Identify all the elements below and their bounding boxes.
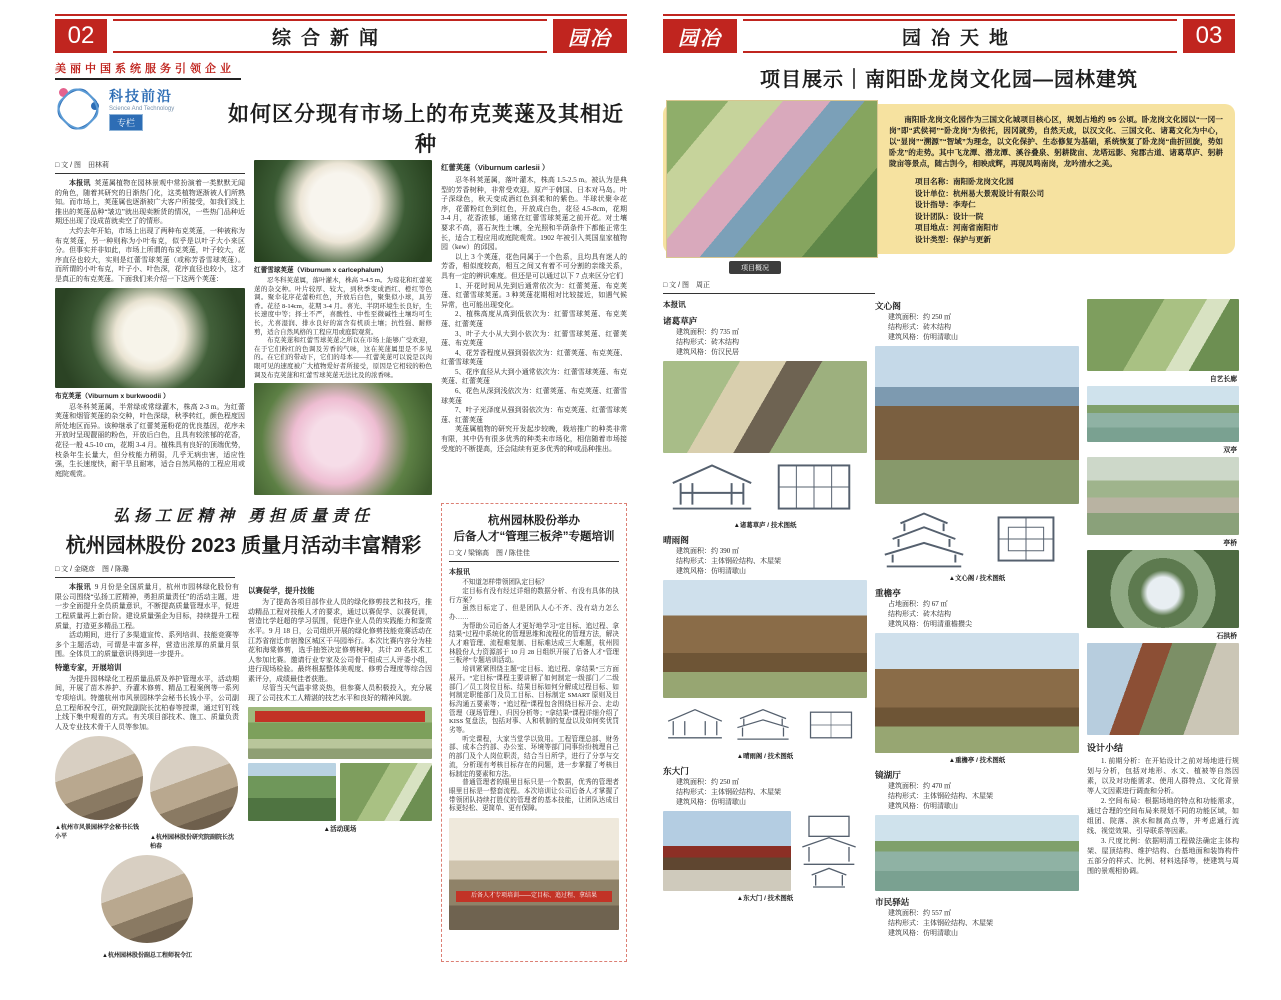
technical-drawings <box>875 507 1079 571</box>
rail-caption: 石拱桥 <box>1216 633 1237 640</box>
paragraph: 为帮助公司后备人才更好地学习“定目标、追过程、拿结果”过程中系统化的管理思维和流程化的管理方法，解决人才难管理、流程难复制、目标难达成三大难题，杭州园林股份人力资源部于 10 月 28 日组织开展了后备人才“管理三板斧”专题培训活动。 <box>449 622 619 665</box>
paragraph: 布克荚蒾和红蕾雪球荚蒾之所以在市场上能够广受欢迎，在于它们粉红的色调及芳香的气味，这在荚蒾属里是不多见的。在它们的带动下，它们的母本——红蕾荚蒾可以说是以肉眼可见的速度被广大植物爱好者所接受，原因是它相较的粉色调及布克荚蒾和红蕾雪球荚蒾无法比及的浓香味。 <box>254 337 432 379</box>
carlcephalum-viburnum-photo <box>254 160 432 262</box>
elevation-drawing <box>731 701 795 749</box>
lead-label: 本报讯 <box>69 583 91 592</box>
building-line: 结构形式：砖木结构 <box>888 323 951 331</box>
column-logo-subtitle: Science And Technology <box>109 106 175 112</box>
building-name: 文心阁 <box>875 301 901 311</box>
burkwood-viburnum-photo <box>55 288 245 388</box>
plan-drawing <box>799 701 863 749</box>
building-line: 建筑风格：仿明清歇山 <box>888 802 958 810</box>
paragraph: 忍冬科荚蒾属，落叶灌木，株高 1.5-2.5 m。被认为是典型的芳香树种，非常受欢迎。原产于韩国、日本对马岛。叶子深绿色，秋天变成酒红色到柔和的紫色。半球状聚伞花序，花蕾粉红色到红色，开放成白色，花径 4.5-8cm，花期 3-4 月，花香浓郁，通常在红蕾雪球荚蒾之前开花。对土壤要求不高，喜石灰性土壤，全光照和半荫条件下都能正常生长，适合工程应用或庭院观赏。1902 年被引入英国皇家植物园（kew）的邱园。 <box>441 176 627 252</box>
info-line: 项目地点：河南省南阳市 <box>915 223 999 232</box>
building-line: 结构形式：主体钢砼结构、木屋架 <box>888 919 993 927</box>
article2-byline: □ 文 / 金晓彦 图 / 陈璐 <box>55 564 235 578</box>
paragraph: 尽管当天气温非常炎热，但参赛人员积极投入，充分展现了公司技术工人精湛的技艺水平和良好的精神风貌。 <box>248 684 432 703</box>
drawing-caption: ▲文心阁 / 技术图纸 <box>948 575 1006 582</box>
building-name: 重檐亭 <box>875 588 901 598</box>
page-right <box>663 14 1239 962</box>
paragraph-text: 荚蒾属植物在园林景观中常扮演着一类默默无闻的角色，随着其研究的日渐热门化，这类植物逐渐被人们所熟知。而市场上，荚蒾属也逐渐被广大客户所接受，如我们线上推出的荚蒾品种“皱边”就出现卖断货的情况，一些热门品种近期还出现了没成苗就卖空了的情形。 <box>55 179 246 226</box>
paragraph: 活动期间，进行了多渠道宣传、系列培训、技能竞赛等多个主题活动，可谓是丰富多样，营造出浓厚的质量月氛围。全体员工的质量意识得到进一步提升。 <box>55 631 239 659</box>
stone-arch-bridge-photo <box>1087 550 1239 628</box>
list-item: 7、叶子光泽度从强到弱依次为：布克荚蒾、红蕾雪球荚蒾、红蕾荚蒾 <box>441 406 627 424</box>
page-number: 02 <box>55 19 107 53</box>
page-number: 03 <box>1183 19 1235 53</box>
list-item: 4、花芳香程度从强到弱依次为：红蕾荚蒾、布克荚蒾、红蕾雪球荚蒾 <box>441 348 627 367</box>
page-left-header <box>55 19 627 53</box>
buildings-grid <box>663 299 1239 938</box>
section-title-text: 园冶天地 <box>901 27 1018 49</box>
summary-paragraph: 3. 尺度比例：依据明清工程做法确定主体构架、屋顶结构、维护结构、台基地面和装饰构件五部分的样式、比例、材料选择等，使建筑与周围的景观相协调。 <box>1087 837 1239 875</box>
summary-paragraph: 1. 前期分析：在开始设计之前对场地进行规划与分析，包括对地形、水文、植被等自然因素，以及对功能需求、使用人群特点、文化背景等人文因素进行调查和分析。 <box>1087 757 1239 795</box>
covered-bridge-photo <box>1087 643 1239 735</box>
photo-caption: ▲杭州园林股份研究院副院长沈柏春 <box>150 835 234 851</box>
rail-caption: 自艺长廊 <box>1209 376 1237 383</box>
masthead-logo: 园冶 <box>663 19 737 53</box>
paragraph: 忍冬科荚蒾属，落叶灌木，株高 3-4.5 m。为琼花和红蕾荚蒾的杂交种。叶片较厚、较大，到秋季变成酒红、橙红等色调。聚伞花序花蕾粉红色，开放后白色，聚集似小球，具芳香。花径 8-14cm，花期 3-4 月。喜光、半阴环境生长良好，生长速度中等；择土不严，喜酸性、中性至微碱性土壤均可生长，尤喜湿润、排水良好的富含有机质土壤；抗性强、耐修剪，适合自然风格的工程应用或庭院观赏。 <box>254 277 432 336</box>
project-info-list <box>889 176 1223 245</box>
photo-caption: ▲活动现场 <box>323 825 357 833</box>
paragraph: 以上 3 个荚蒾，花色同属于一个色系，且均具有迷人的芳香，相似度较高，相互之间又有着不可分割的亲缘关系，具有一定的辨识难度。但还是可以通过以下 7 点来区分它们 <box>441 252 627 280</box>
article1-header <box>55 86 627 158</box>
list-item: 5、花序直径从大到小通常依次为：红蕾雪球荚蒾、布克荚蒾、红蕾荚蒾 <box>441 367 627 386</box>
building-name: 晴雨阁 <box>663 535 689 545</box>
info-line: 设计指导：李寿仁 <box>915 200 976 209</box>
building-line: 建筑风格：仿明清歇山 <box>888 929 958 937</box>
building-line: 结构形式：主体钢砼结构、木屋架 <box>676 788 781 796</box>
building-line: 结构形式：砖木结构 <box>888 610 951 618</box>
photo-caption: 红蕾雪球荚蒾（Viburnum x carlcephalum） <box>254 267 388 274</box>
drawing-caption: ▲东大门 / 技术图纸 <box>736 895 794 902</box>
carlesii-heading: 红蕾荚蒾（Viburnum carlesii ） <box>441 163 550 172</box>
photo-caption: ▲杭州园林股份副总工程师祝令江 <box>102 953 192 960</box>
pavilion-bridge-photo <box>1087 457 1239 535</box>
atom-icon <box>55 86 101 132</box>
wenxin-tower-photo <box>875 346 1079 504</box>
paragraph: 为了提高各项目部作业人员的绿化修剪技艺和技巧，推动精品工程对技能人才的要求，通过以赛促学、以赛促训，营造比学赶超的学习氛围，促进作业人员的实践能力和鉴赏水平。9 月 18 日，公司组织开展的绿化修剪技能竞赛活动在江苏省宿迁市宿豫区城区干马园举行。本次比赛内容分为桂花和海棠修剪，选手抽签决定修剪树种，共计 20 名技术工人参加比赛。邀请行业专家及公司骨干组成三人评委小组，进行现场检验。最终根据整体美观度、修剪合理度等综合因素评分，成绩最佳者获胜。 <box>248 598 432 683</box>
training-group-photo <box>449 818 619 930</box>
lower-section <box>55 503 627 962</box>
article3-dashed-box <box>441 503 627 962</box>
building-line: 建筑面积：约 557 ㎡ <box>888 909 951 917</box>
plan-drawing <box>977 507 1075 571</box>
article1-title: 如何区分现有市场上的布克荚蒾及其相近种 <box>228 103 624 156</box>
list-item: 1、开花时间从先到后通常依次为：红蕾荚蒾、布克荚蒾、红蕾雪球荚蒾。3 种荚蒾花期相对比较接近，如遇气候异常，也可能出现变化。 <box>441 281 627 309</box>
paragraph: 不知道怎样带领团队定目标？ <box>462 579 548 587</box>
paragraph <box>55 583 239 631</box>
training-banner: 后备人才专项培训——定目标、追过程、拿结果 <box>456 891 612 902</box>
pruning-photo <box>248 763 336 821</box>
paragraph: 虽然目标定了、但是团队人心不齐、没有动力怎么办…… <box>449 605 619 621</box>
section-title-text: 综合新闻 <box>271 27 388 49</box>
header-rule <box>55 14 627 16</box>
building-line: 占地面积：约 67 ㎡ <box>888 600 948 608</box>
column-badge: 专栏 <box>109 114 143 131</box>
project-intro: 南阳卧龙岗文化园作为三国文化城项目核心区，规划占地约 95 公顷。卧龙岗文化园以“一冈一岗”即“武侯祠”“卧龙岗”为依托，因冈就势，自然天成，以汉文化、三国文化、诸葛文化为中心，以“显岗”“溯源”“智域”为理念，以文化保护、生态修复为基础，系统恢复了卧龙岗“曲折回旋，势如卧龙”的走势。其中飞龙潭、潜龙潭、溪谷叠泉、躬耕陇亩、龙塔远影、宛郡古道、诸葛草庐、躬耕陇亩等景点，随古剀今，相映成辉，再现凤鸣南岗，龙吟清水之美。 <box>889 115 1223 168</box>
rail-caption: 双亭 <box>1223 447 1237 454</box>
project-aerial-photo <box>666 100 878 258</box>
subhead: 以赛促学，提升技能 <box>248 586 315 596</box>
building-line: 建筑面积：约 390 ㎡ <box>676 547 739 555</box>
article-byline: □ 文 / 图 周正 <box>663 280 875 294</box>
building-name: 镜湖厅 <box>875 770 901 780</box>
qingyu-pavilion-photo <box>663 580 867 698</box>
article1-byline: □ 文 / 图 田林莉 <box>55 160 245 174</box>
east-gate-photo <box>663 811 791 891</box>
lead-label: 本报讯 <box>69 179 91 187</box>
summary-paragraph: 2. 空间布局：根据场地的特点和功能需求，通过合理的空间布局来规划不同的功能区域，如组团、院落、滨水和制高点等，并考虑通行流线、视觉效果、引导联系等因素。 <box>1087 797 1239 835</box>
photo-rail <box>1087 299 1239 938</box>
plan-drawing <box>765 456 863 518</box>
paragraph: 定目标有没有经过详细的数据分析、有没有具体的执行方案？ <box>449 587 619 604</box>
mirror-lake-hall-photo <box>875 815 1079 891</box>
garden-photo <box>340 763 432 821</box>
article1-columns <box>55 160 627 495</box>
photo-label: 项目概况 <box>729 261 781 274</box>
subhead: 特邀专家，开展培训 <box>55 662 122 672</box>
info-line: 设计类型：保护与更新 <box>915 234 991 244</box>
section-title <box>113 19 547 53</box>
paragraph: 普通管理者的眼里目标只是一个数据，优秀的管理者眼里目标是一整套流程。本次培训让公司后备人才掌握了带领团队持续打胜仗的管理者的基本技能，让团队达成目标更轻松、更简单、更有保障。 <box>449 779 619 813</box>
banner-strip <box>255 711 424 722</box>
building-line: 建筑风格：仿明清歇山 <box>888 333 958 341</box>
paragraph: 培训紧紧围绕主题“定目标、追过程、拿结果”三方面展开。“定目标”课程主要讲解了如何制定一级部门／二级部门／员工岗位目标、结果目标如何分解成过程目标、如何制定职能部门及员工目标、目标制定 SMART 原则及目标沟通五要素等；“追过程”课程包含围绕目标开会、走动管理（现场管理）、归因分析等；“拿结果”课程详细介绍了 KISS 复盘法，包括对事、人和机制的复盘以及如何奖优罚劣等。 <box>449 666 619 735</box>
column-logo-title: 科技前沿 <box>109 88 173 104</box>
building-line: 建筑风格：仿明清歇山 <box>676 567 746 575</box>
building-line: 建筑风格：仿明清歇山 <box>676 798 746 806</box>
paragraph: 忍冬科荚蒾属，半常绿或常绿灌木，株高 2-3 m。为红蕾荚蒾和烟管荚蒾的杂交种，叶色深绿，秋季转红，颜色程度因所处地区而异。该种继承了红蕾荚蒾粉花的优良基因，花序未开放时呈现靓丽的粉色，开放后白色，且具有较浓郁的花香，花径一般 4.5-10 cm，花期 3-4 月。植株具有良好的顶端优势，枝条年生长量大，但分枝能力稍弱，几乎无病虫害，适应性强，生长速度快，耐干旱且耐寒，适合自然风格的工程应用或庭院观赏。 <box>55 402 245 478</box>
speaker-photo-zhulingjiang <box>101 855 193 943</box>
elevation-drawing <box>663 701 727 749</box>
design-summary <box>1087 741 1239 876</box>
article2-col2 <box>248 583 432 962</box>
paragraph: 听完课程，大家当堂学以致用。工程管理总部、财务部、成本合约部、办公室、环境等部门同事纷纷梳理自己的部门及个人岗位职责，结合当日所学，进行了分享与交流，分析现有考核目标存在的问题，进一步掌握了考核目标制定的要素和方法。 <box>449 735 619 778</box>
drawing-caption: ▲诸葛草庐 / 技术图纸 <box>733 522 797 529</box>
article2-columns <box>55 583 432 962</box>
paragraph-text: 9 月份是全国质量月，杭州市园林绿化股份有限公司围绕“弘扬工匠精神，勇担质量责任”的活动主题，进一步全面提升全员质量意识，不断提高质量管理水平，促进工程质量再上新台阶。建设质量强企为目标，持续提升工程质量，打造更多精品工程。 <box>55 583 240 630</box>
lead-label: 本报讯 <box>663 300 686 309</box>
hero-block <box>663 100 1235 276</box>
double-eave-pavilion-photo <box>875 633 1079 753</box>
list-item: 3、叶子大小从大到小依次为：红蕾雪球荚蒾、红蕾荚蒾、布克荚蒾 <box>441 329 627 348</box>
rail-caption: 亭桥 <box>1223 540 1237 547</box>
article2-title: 杭州园林股份 2023 质量月活动丰富精彩 <box>65 535 422 558</box>
page-right-header <box>663 19 1235 53</box>
building-line: 结构形式：主体钢砼结构、木屋架 <box>676 557 781 565</box>
speaker-photo-shenbaichun <box>150 746 238 830</box>
technical-drawings <box>663 701 867 749</box>
article1-col2 <box>254 160 432 495</box>
building-line: 建筑风格：仿明清重檐攒尖 <box>888 620 972 628</box>
speaker-photo-qianxiaoping <box>55 736 143 820</box>
drawing-caption: ▲重檐亭 / 技术图纸 <box>948 757 1006 764</box>
paragraph <box>55 179 245 227</box>
list-item: 2、植株高度从高到低依次为：红蕾雪球荚蒾、布克荚蒾、红蕾荚蒾 <box>441 310 627 328</box>
building-name: 诸葛草庐 <box>663 316 698 326</box>
building-name: 市民驿站 <box>875 897 910 907</box>
speaker-photo-wrap <box>55 855 239 959</box>
article2 <box>55 503 432 962</box>
competition-group-photo <box>248 707 432 759</box>
buildings-col-a <box>663 299 867 938</box>
header-rule <box>663 14 1235 16</box>
info-line: 项目名称：南阳卧龙岗文化园 <box>915 177 1014 186</box>
info-line: 设计团队：设计一院 <box>915 211 984 221</box>
technical-drawings <box>663 456 867 518</box>
elevation-drawing <box>875 507 973 571</box>
photo-caption: 布克荚蒾（Viburnum x burkwoodii ） <box>55 392 170 400</box>
pink-viburnum-photo <box>254 383 432 495</box>
long-corridor-photo <box>1087 299 1239 371</box>
building-line: 建筑面积：约 250 ㎡ <box>676 778 739 786</box>
page-left <box>55 14 627 962</box>
drawing-caption: ▲晴雨阁 / 技术图纸 <box>736 753 794 760</box>
speaker-photos <box>55 736 239 853</box>
summary-title: 设计小结 <box>1087 743 1124 753</box>
elevation-drawing <box>795 811 863 891</box>
building-line: 建筑面积：约 735 ㎡ <box>676 328 739 336</box>
twin-pavilion-photo <box>1087 386 1239 442</box>
project-title: 项目展示｜南阳卧龙岗文化园—园林建筑 <box>760 69 1138 91</box>
paragraph: 荚蒾属植物的研究开发起步较晚，栽培推广的种类非常有限，其中仍有很多优秀的种类未市场化，相信随着市场接受度的不断提高，还会陆续有更多优秀的种或品种推出。 <box>441 425 627 453</box>
paragraph: 为提升园林绿化工程质量品质及养护管理水平，活动期间，开展了苗木养护、乔灌木修剪、精品工程案例等一系列专项培训。特邀杭州市风景园林学会秘书长钱小平，公司副总工程师祝令江，研究院副院长沈柏春等授课，通过钉钉线上线下集中观看的方式。有关项目部技术、施工、质量负责人及专业技术骨干人员等参加。 <box>55 674 239 731</box>
building-name: 东大门 <box>663 766 689 776</box>
elevation-drawing <box>663 456 761 518</box>
list-item: 6、花色从深到浅依次为：红蕾荚蒾、布克荚蒾、红蕾雪球荚蒾 <box>441 387 627 405</box>
article3-title-line1: 杭州园林股份举办 <box>488 515 580 528</box>
activity-photos <box>248 763 432 821</box>
article1-col1 <box>55 160 245 495</box>
tagline: 美丽中国系统服务引领企业 <box>55 57 241 80</box>
paragraph: 大约去年开始，市场上出现了两种布克荚蒾，一种被称为布克荚蒾，另一种则称为小叶布克，似乎是以叶子大小来区分。但事实并非如此，市场上所谓的布克荚蒾，叶子较大，花序直径也较大，实则是红蕾雪球荚蒾（或称芳香雪球荚蒾）。而所谓的小叶布克，叶子小、叶色深，花序直径也较小，这才是真正的布克荚蒾。下面我们来介绍一下这两个荚蒾： <box>55 226 245 283</box>
building-line: 结构形式：砖木结构 <box>676 338 739 346</box>
zhuge-cottage-photo <box>663 361 867 453</box>
article2-col1 <box>55 583 239 962</box>
building-line: 建筑风格：仿汉民居 <box>676 348 739 356</box>
info-line: 设计单位：杭州易大景观设计有限公司 <box>915 188 1045 198</box>
masthead-logo: 园冶 <box>553 19 627 53</box>
building-line: 建筑面积：约 470 ㎡ <box>888 782 951 790</box>
photo-caption: ▲杭州市风景园林学会秘书长钱小平 <box>55 825 139 841</box>
section-title <box>743 19 1177 53</box>
article2-kicker: 弘扬工匠精神 勇担质量责任 <box>112 508 374 526</box>
buildings-col-b <box>875 299 1079 938</box>
building-line: 结构形式：主体钢砼结构、木屋架 <box>888 792 993 800</box>
article3-byline: □ 文 / 梁锦高 图 / 陈佳佳 <box>449 548 619 562</box>
building-line: 建筑面积：约 250 ㎡ <box>888 313 951 321</box>
east-gate-row <box>663 811 867 891</box>
column-logo <box>55 86 225 132</box>
article3-title-line2: 后备人才“管理三板斧”专题培训 <box>453 531 615 544</box>
lead-label: 本报讯 <box>449 569 470 577</box>
article1-col3 <box>441 160 627 495</box>
